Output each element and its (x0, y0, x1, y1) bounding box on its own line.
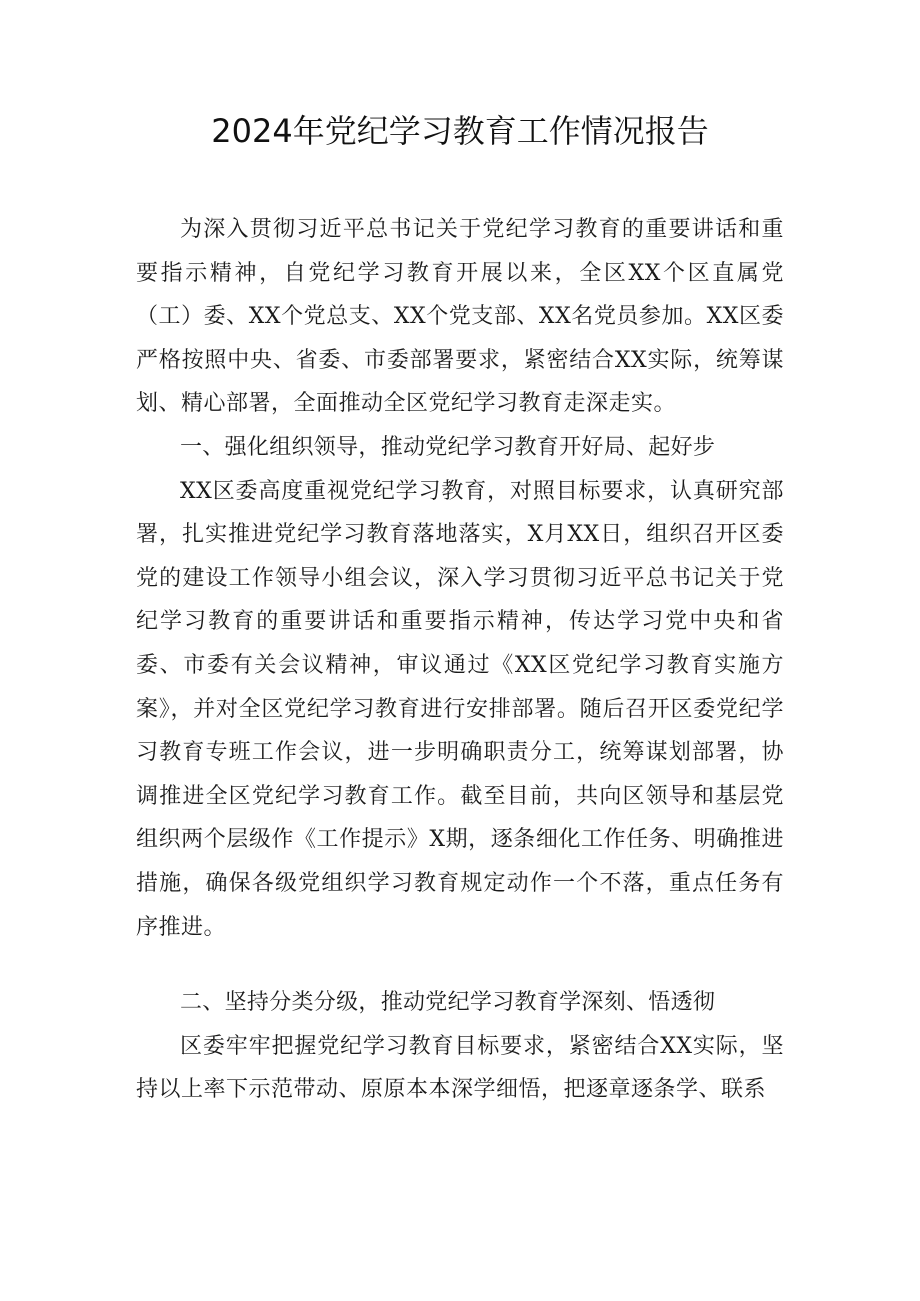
section-2-heading: 二、坚持分类分级，推动党纪学习教育学深刻、悟透彻 (180, 990, 716, 1016)
section-1-heading: 一、强化组织领导，推动党纪学习教育开好局、起好步 (180, 434, 716, 460)
section-2-body: 区委牢牢把握党纪学习教育目标要求，紧密结合XX实际，坚持以上率下示范带动、原原本本深学细悟，把逐章逐条学、联系 (136, 1033, 784, 1103)
section-1-body: XX区委高度重视党纪学习教育，对照目标要求，认真研究部署，扎实推进党纪学习教育落地落实，X月XX日，组织召开区委党的建设工作领导小组会议，深入学习贯彻习近平总书记关于党纪学习教育的重要讲话和重要指示精神，传达学习党中央和省委、市委有关会议精神，审议通过《XX区党纪学习教育实施方案》，并对全区党纪学习教育进行安排部署。随后召开区委党纪学习教育专班工作会议，进一步明确职责分工，统筹谋划部署，协调推进全区党纪学习教育工作。截至目前，共向区领导和基层党组织两个层级作《工作提示》X期，逐条细化工作任务、明确推进措施，确保各级党组织学习教育规定动作一个不落，重点任务有序推进。 (136, 478, 784, 940)
document-title: 2024年党纪学习教育工作情况报告 (211, 112, 709, 150)
intro-paragraph: 为深入贯彻习近平总书记关于党纪学习教育的重要讲话和重要指示精神，自党纪学习教育开展以来，全区XX个区直属党（工）委、XX个党总支、XX个党支部、XX名党员参加。XX区委严格按照中央、省委、市委部署要求，紧密结合XX实际，统筹谋划、精心部署，全面推动全区党纪学习教育走深走实。 (136, 217, 784, 417)
